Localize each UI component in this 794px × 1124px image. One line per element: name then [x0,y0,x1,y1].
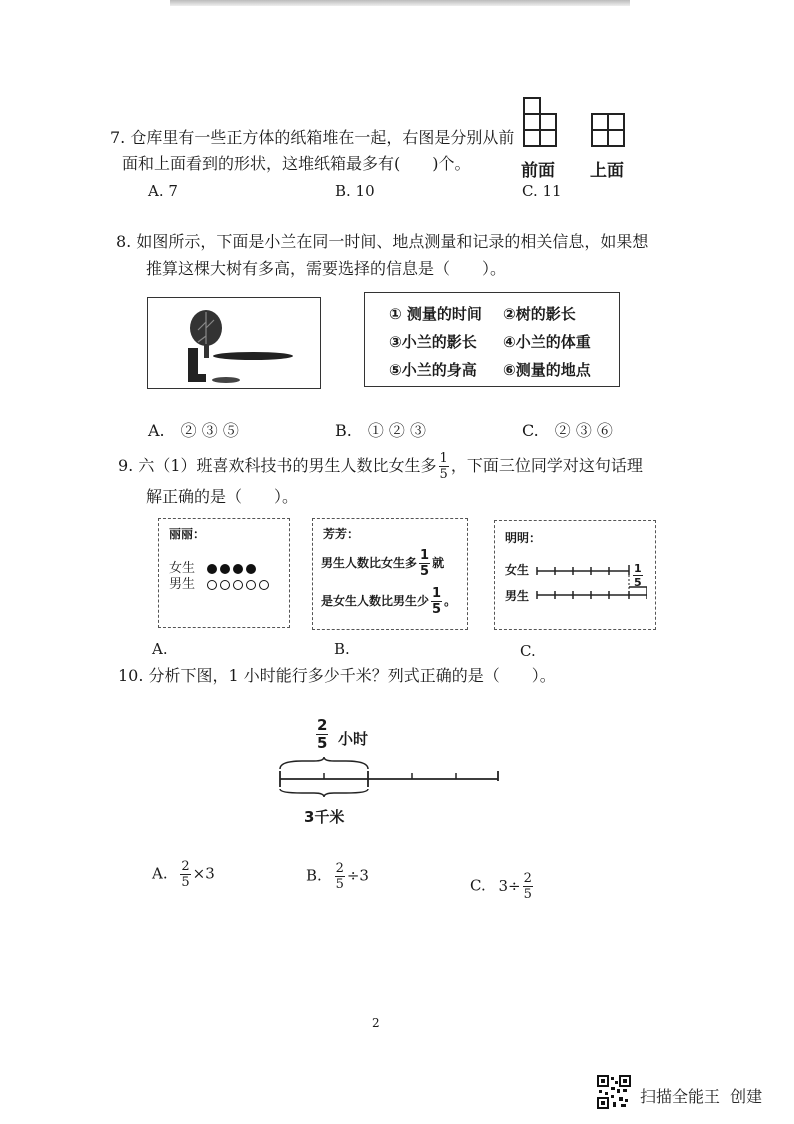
q9-mingming-fraction [633,563,643,588]
q8-text-line1: 8. 如图所示，下面是小兰在同一时间、地点测量和记录的相关信息，如果想 [116,232,649,251]
q9-mingming-girls-label: 女生 [505,563,530,577]
q10-option-c-head: 3÷ [498,876,521,895]
q9-mingming-frac-den: 5 [634,576,642,589]
q9-lili-boys-row [169,573,272,592]
q8-tree-illustration [148,298,320,388]
q8-text-line2: 推算这棵大树有多高，需要选择的信息是（ ）。 [146,259,507,278]
q10-option-c [470,872,535,901]
q10-line-diagram [272,755,504,799]
q7-option-b: B. 10 [335,182,375,200]
q7-top-label: 上面 [590,161,624,181]
q10-option-b-label: B. [306,866,322,885]
qr-code-icon [597,1075,631,1109]
q8-option-b: B. ① ② ③ [335,421,427,440]
q9-mingming-boys-label: 男生 [505,589,530,603]
q8-option-a: A. ② ③ ⑤ [148,421,239,440]
q9-mingming-bar-diagram [535,561,647,605]
q9-fraction [439,452,449,481]
q9-fangfang-name: 芳芳： [323,527,360,541]
q9-fangfang-frac1-den: 5 [420,564,430,579]
q8-tree-picture-box [147,297,321,389]
q10-option-a-frac [180,860,190,889]
q8-option-c: C. ② ③ ⑥ [522,421,613,440]
q7-text-line2: 面和上面看到的形状，这堆纸箱最多有( )个。 [122,154,471,173]
q9-fangfang-frac2 [431,587,442,616]
q9-option-c: C. [520,642,536,660]
q10-option-a [152,860,215,889]
q9-fangfang-frac1-num: 1 [420,548,430,563]
q10-option-b-tail: ÷3 [346,866,369,885]
q8-info-1: ① 测量的时间 [389,305,482,323]
q9-lili-girls-label: 女生 [169,561,196,576]
q10-option-b-den: 5 [335,877,344,892]
q10-option-c-num: 2 [523,871,532,886]
q9-fangfang-frac2-den: 5 [432,602,442,617]
q7-front-view-figure [520,96,560,152]
q9-text-part2: ，下面三位同学对这句话理 [450,456,643,475]
page-number: 2 [372,1016,380,1030]
q9-lili-name: 丽丽： [169,527,206,541]
q9-option-b: B. [334,640,350,658]
q9-fangfang-frac2-num: 1 [432,586,442,601]
top-scan-edge [170,0,630,6]
q10-option-c-label: C. [470,876,486,895]
q9-mingming-frac-num: 1 [634,562,642,575]
q7-front-label: 前面 [521,161,555,181]
q9-fangfang-line1 [321,549,444,578]
q10-diagram-frac-den: 5 [317,734,328,752]
q10-text-line1: 10. 分析下图，1 小时能行多少千米？列式正确的是（ ）。 [118,666,556,685]
camscanner-watermark: 扫描全能王 创建 [640,1087,763,1106]
q8-info-6: ⑥测量的地点 [503,361,591,379]
q10-option-b-frac [335,862,345,891]
q9-text-line2: 解正确的是（ ）。 [146,487,299,506]
q7-option-a: A. 7 [148,182,178,200]
q9-lili-boys-label: 男生 [169,577,196,592]
q10-option-a-num: 2 [181,859,190,874]
q10-option-c-den: 5 [523,887,532,902]
q8-info-box [364,292,620,387]
q9-fangfang-line2-tail: 。 [444,594,457,608]
q8-info-3: ③小兰的影长 [389,333,477,351]
q10-option-a-label: A. [152,864,168,883]
q8-info-2: ②树的影长 [503,305,576,323]
q10-option-a-den: 5 [181,875,190,890]
q9-frac-den: 5 [439,467,448,482]
q9-frac-num: 1 [439,451,448,466]
q7-top-view-figure [588,110,628,150]
q8-info-4: ④小兰的体重 [503,333,591,351]
q9-fangfang-box [312,518,468,630]
q8-info-5: ⑤小兰的身高 [389,361,477,379]
q10-diagram-frac-num: 2 [317,716,328,734]
q10-option-b [306,862,369,891]
q10-diagram-fraction [316,718,328,751]
q9-text-part1: 9. 六（1）班喜欢科技书的男生人数比女生多 [118,456,437,475]
q10-option-a-tail: ×3 [192,864,215,883]
q10-diagram-unit: 小时 [338,730,369,748]
q9-fangfang-line2-text: 是女生人数比男生少 [321,594,430,608]
q9-mingming-box [494,520,656,630]
q7-text-line1: 7. 仓库里有一些正方体的纸箱堆在一起，右图是分别从前 [110,128,515,147]
q9-option-a: A. [152,640,168,658]
q9-fangfang-line2 [321,587,456,616]
q10-diagram-distance: 3千米 [304,808,345,826]
q9-lili-boys-dots [207,577,272,592]
q9-fangfang-frac1 [419,549,430,578]
q9-lili-box [158,518,290,628]
q7-option-c: C. 11 [522,182,562,200]
q9-text-line1 [118,452,643,481]
q9-mingming-name: 明明： [505,531,542,545]
q10-option-b-num: 2 [335,861,344,876]
q9-fangfang-line1-text: 男生人数比女生多 [321,556,418,570]
q10-option-c-frac [523,872,533,901]
q9-fangfang-line1-tail: 就 [432,556,445,570]
